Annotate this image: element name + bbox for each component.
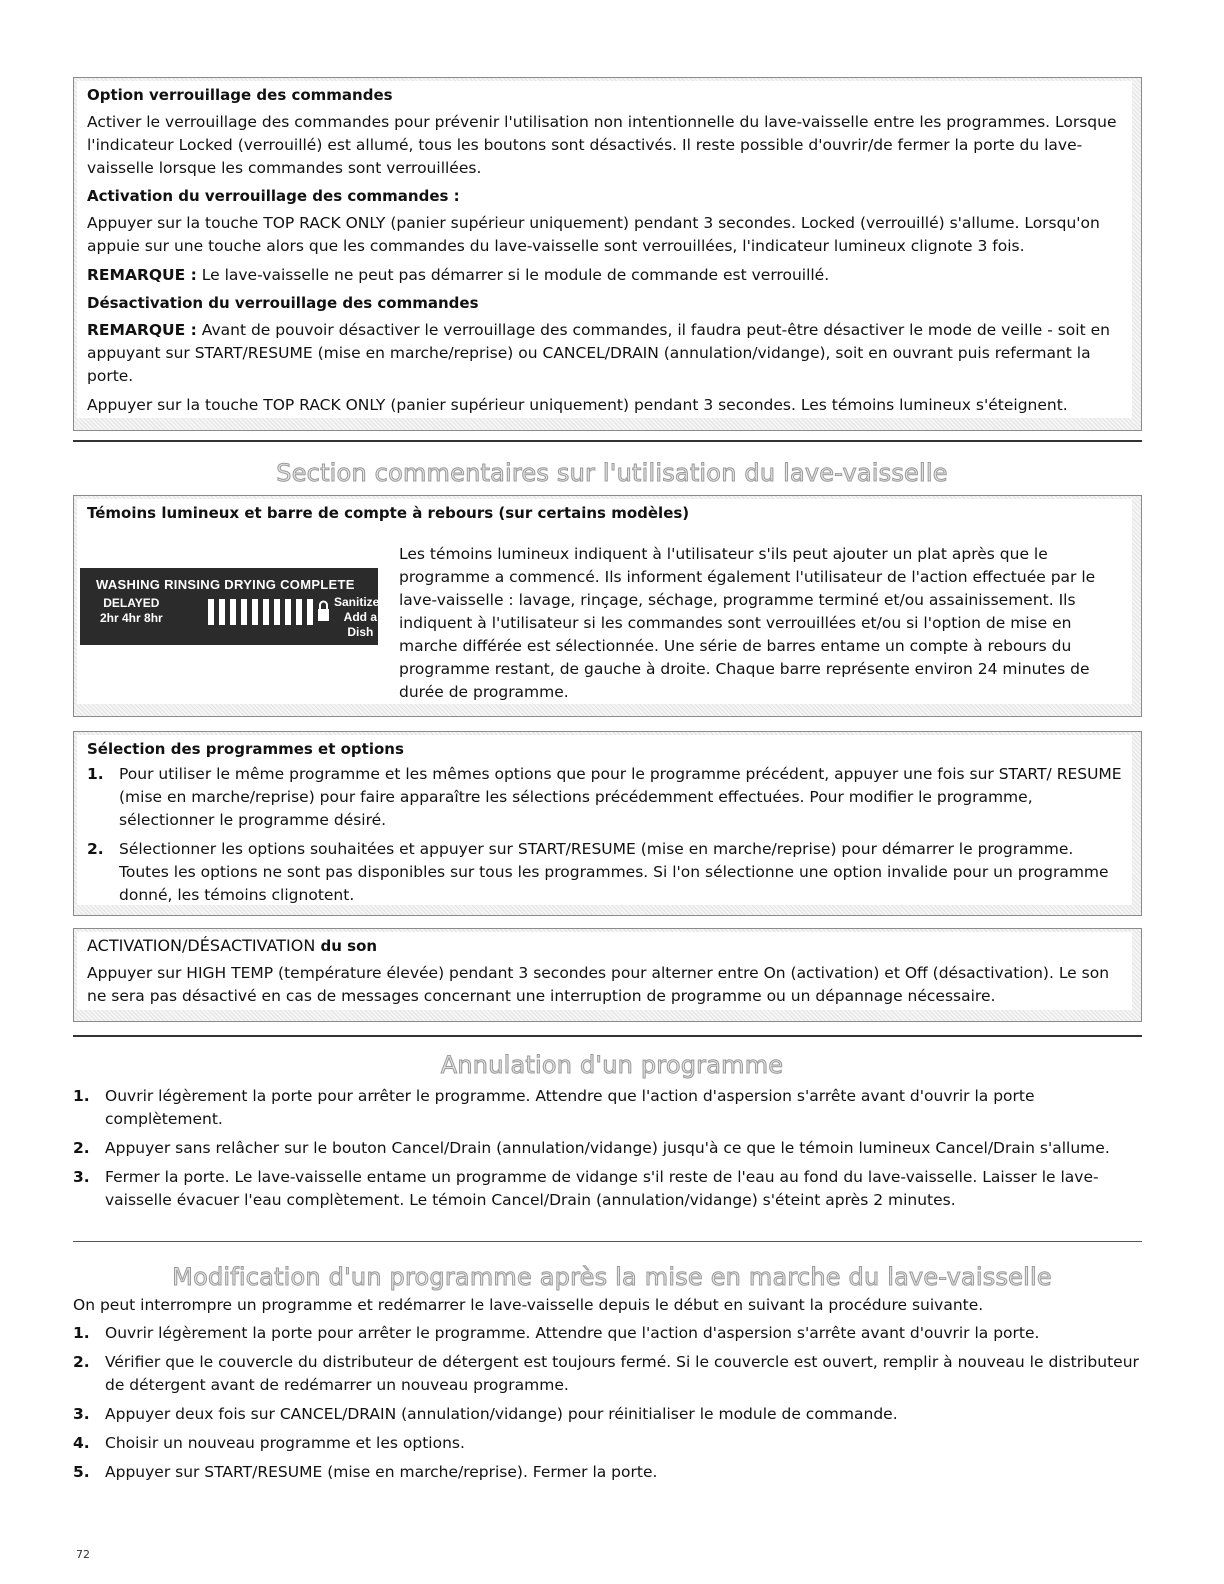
countdown-bar [307,599,313,625]
list-item: 2. Vérifier que le couvercle du distributeur de détergent est toujours fermé. Si le couvercle est ouvert, remplir à nouveau le distributeur de détergent avant de redémarrer un nouveau programme. [73,1353,1139,1394]
sound-heading [87,936,1122,956]
sound-heading-rest: du son [315,937,378,955]
program-selection-list [87,763,1122,907]
page-number: 72 [76,1548,90,1561]
list-item: 3. Fermer la porte. Le lave-vaisselle entame un programme de vidange s'il reste de l'eau au fond du lave-vaisselle. Laisser le lave-vaisselle évacuer l'eau complètement. Le témoin Cancel/Drain (annulation/vidange) s'éteint après 2 minutes. [73,1168,1099,1209]
modify-intro: On peut interrompre un programme et redémarrer le lave-vaisselle depuis le début en suivant la procédure suivante. [73,1296,984,1314]
countdown-bar [296,599,302,625]
note-1 [87,264,1122,287]
cancel-section [73,1085,1142,1218]
lock-icon [317,598,330,624]
program-selection-heading: Sélection des programmes et options [87,740,404,758]
countdown-bars [208,599,313,625]
panel-hours-label: 2hr 4hr 8hr [100,611,163,625]
panel-delayed-label: DELAYED [103,596,160,610]
countdown-bar [219,599,225,625]
divider-2 [73,1035,1142,1037]
countdown-bar [274,599,280,625]
countdown-bar [285,599,291,625]
sound-box [73,928,1142,1022]
section-title-cancel: Annulation d'un programme [440,1051,784,1079]
deactivation-text: Appuyer sur la touche TOP RACK ONLY (panier supérieur uniquement) pendant 3 secondes. Les témoins lumineux s'éteignent. [87,396,1068,414]
list-item: 1. Ouvrir légèrement la porte pour arrêter le programme. Attendre que l'action d'aspersion s'arrête avant d'ouvrir la porte complètement. [73,1087,1035,1128]
countdown-bar [263,599,269,625]
list-item: 2. Sélectionner les options souhaitées et appuyer sur START/RESUME (mise en marche/reprise) pour démarrer le programme. Toutes les options ne sont pas disponibles sur tous les programmes. Si l'on sélectionne une option invalide pour un programme donné, les témoins clignotent. [87,840,1109,904]
divider-3 [73,1241,1142,1242]
activation-heading: Activation du verrouillage des commandes : [87,187,460,205]
activation-text: Appuyer sur la touche TOP RACK ONLY (panier supérieur uniquement) pendant 3 secondes. Locked (verrouillé) s'allume. Lorsqu'on appuie sur une touche alors que les commandes du lave-vaisselle sont verrouillées, l'indicateur lumineux clignote 3 fois. [87,214,1100,255]
modify-steps-list [73,1322,1142,1484]
divider-1 [73,440,1142,442]
sound-heading-caps: ACTIVATION/DÉSACTIVATION [87,936,316,955]
sound-text: Appuyer sur HIGH TEMP (température élevée) pendant 3 secondes pour alterner entre On (activation) et Off (désactivation). Le son ne sera pas désactivé en cas de messages concernant une interruption de programme ou un dépannage nécessaire. [87,964,1110,1005]
countdown-bar [252,599,258,625]
list-item: 5. Appuyer sur START/RESUME (mise en marche/reprise). Fermer la porte. [73,1463,658,1481]
panel-add-dish-label: Add a Dish [343,610,378,639]
section-title-modify: Modification d'un programme après la mise en marche du lave-vaisselle [172,1263,1052,1291]
list-item: 4. Choisir un nouveau programme et les options. [73,1434,465,1452]
deactivation-heading: Désactivation du verrouillage des commandes [87,294,479,312]
cancel-steps-list [73,1085,1142,1212]
program-selection-box [73,731,1142,916]
control-panel-image [80,568,387,645]
indicators-heading: Témoins lumineux et barre de compte à rebours (sur certains modèles) [87,504,690,522]
panel-status-labels: WASHING RINSING DRYING COMPLETE [96,577,355,592]
list-item: 3. Appuyer deux fois sur CANCEL/DRAIN (annulation/vidange) pour réinitialiser le module de commande. [73,1405,898,1423]
note-2 [87,319,1122,388]
note-2-label: REMARQUE : [87,321,197,339]
note-2-text: Avant de pouvoir désactiver le verrouillage des commandes, il faudra peut-être désactiver le mode de veille - soit en appuyant sur START/RESUME (mise en marche/reprise) ou CANCEL/DRAIN (annulation/vidange), soit en ouvrant puis refermant la porte. [87,321,1110,385]
countdown-bar [208,599,214,625]
panel-sanitized-label: Sanitized [334,595,387,609]
list-item: 1. Ouvrir légèrement la porte pour arrêter le programme. Attendre que l'action d'aspersion s'arrête avant d'ouvrir la porte. [73,1324,1040,1342]
list-item: 1. Pour utiliser le même programme et les mêmes options que pour le programme précédent, appuyer une fois sur START/ RESUME (mise en marche/reprise) pour faire apparaître les sélections précédemment effectuées. Pour modifier le programme, sélectionner le programme désiré. [87,765,1122,829]
countdown-bar [241,599,247,625]
countdown-bar [230,599,236,625]
note-1-text: Le lave-vaisselle ne peut pas démarrer si le module de commande est verrouillé. [196,266,830,284]
section-title-comments: Section commentaires sur l'utilisation du lave-vaisselle [276,459,948,487]
control-lock-heading: Option verrouillage des commandes [87,86,393,104]
modify-section [73,1294,1142,1490]
control-lock-box [73,77,1142,431]
list-item: 2. Appuyer sans relâcher sur le bouton Cancel/Drain (annulation/vidange) jusqu'à ce que le témoin lumineux Cancel/Drain s'allume. [73,1139,1110,1157]
indicators-text: Les témoins lumineux indiquent à l'utilisateur s'ils peut ajouter un plat après que le programme a commencé. Ils informent également l'utilisateur de l'action effectuée par le lave-vaisselle : lavage, rinçage, séchage, programme terminé et/ou assainissement. Ils indiquent à l'utilisateur si les commandes sont verrouillées et/ou si l'option de mise en marche différée est sélectionnée. Une série de barres entame un compte à rebours du programme restant, de gauche à droite. Chaque barre représente environ 24 minutes de durée de programme. [399,545,1096,701]
control-lock-intro: Activer le verrouillage des commandes pour prévenir l'utilisation non intentionnelle du lave-vaisselle entre les programmes. Lorsque l'indicateur Locked (verrouillé) est allumé, tous les boutons sont désactivés. Il reste possible d'ouvrir/de fermer la porte du lave-vaisselle lorsque les commandes sont verrouillées. [87,113,1117,177]
note-1-label: REMARQUE : [87,266,197,284]
